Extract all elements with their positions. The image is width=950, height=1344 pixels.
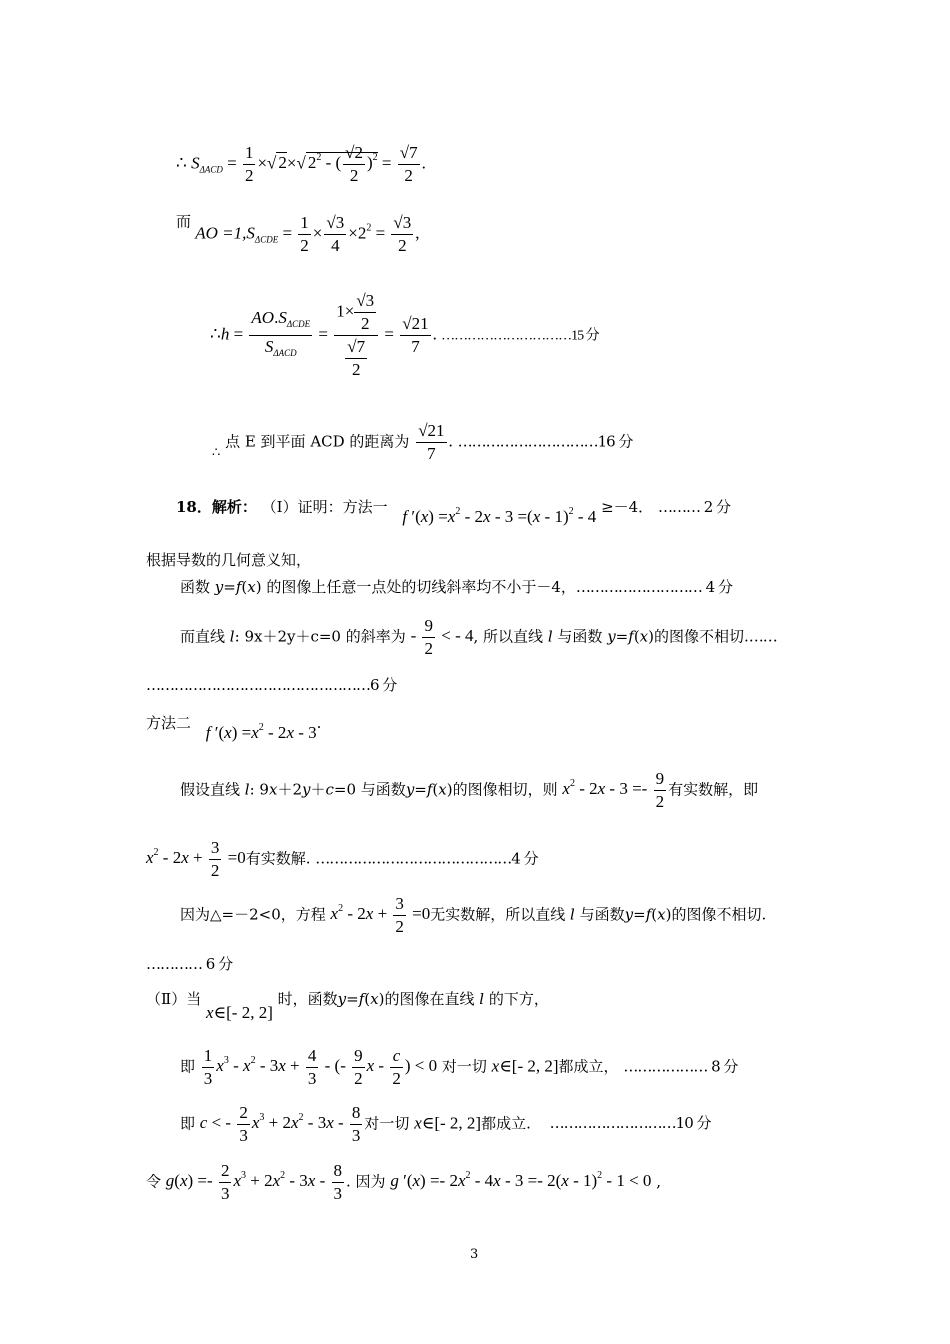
line-slope: 而直线 l: 9x＋2y＋c=0 的斜率为 - $\frac{9}{2}$ < - 4, 所以直线 l 与函数 y=f(x)的图像不相切.…… [180,616,777,658]
inequality-1: 即 $\frac{1}{3}$ $x^3 - x^2 - 3x$ + $\frac{4}{3}$ - (- $\frac{9}{2}$ x - $\frac{c}{2}$ ) < 0 对一切 x∈[- 2, 2]都成立， ……………… 8 分 [180,1046,738,1088]
q18-heading: 18．解析： （Ⅰ）证明：方法一 f $'(x) =x^2 - 2x - 3 =(x - 1)^2 - 4 \ge-4$． ……… 2 分 [176,498,731,526]
slope-statement: 函数 y=f(x) 的图像上任意一点处的切线斜率均不小于－4，……………………… 4 分 [180,578,732,596]
formula-s-acde: 而 AO $=1,S_{\Delta CDE}$ = $\frac{1}{2}$ × $\frac{√3}{4}$ $\times 2^2$ = $\frac{√3}{2}$ , [176,212,420,255]
assume-tangent: 假设直线 l: 9x＋2y＋c=0 与函数y=f(x)的图像相切，则 $x^2 - 2x - 3$ =- $\frac{9}{2}$ 有实数解，即 [180,769,759,811]
score-15: …………………………15 分 [441,328,599,344]
page-number: 3 [470,1247,479,1262]
geo-meaning: 根据导数的几何意义知， [146,551,312,569]
method-two: 方法二 f $'(x) =x^2 - 2x - 3$. [146,714,322,742]
distance-conclusion: ∴ 点 E 到平面 ACD 的距离为 $\frac{√21}{7}$ . …………………………16 分 [212,421,633,463]
formula-h: ∴h = $\frac{AO.S_{\Delta CDE}}{S_{\Delta ACD}}$ = 1× $\frac{√3}{2}$ $\frac{√7}{2}$ = $\frac{√21}{7}$ . …………………………15 分 [210,291,599,379]
part-two: （Ⅱ）当 x∈[- 2, 2] 时，函数y=f(x)的图像在直线 l 的下方， [146,990,549,1022]
formula-s-acd: ∴ $S_{\Delta ACD}$ = $\frac{1}{2}$ ×√ 2×√ $2^2$ - ( $\frac{√2}{2}$ )$^2$ = $\frac{√7}{2}$ . [176,143,426,185]
discriminant: 因为△=－2<0，方程 $x^2 - 2x$ + $\frac{3}{2}$ =0无实数解，所以直线 l 与函数y=f(x)的图像不相切. [180,894,767,936]
real-solution: $x^2 - 2x$ + $\frac{3}{2}$ =0有实数解. ……………………………………4 分 [146,838,538,880]
inequality-2: 即 c < - $\frac{2}{3}$ $x^3 + 2x^2 - 3x$ - $\frac{8}{3}$ 对一切 x∈[- 2, 2]都成立. ………………………10 分 [180,1103,711,1145]
score-16: …………………………16 分 [457,432,633,451]
score-6a: …………………………………………6 分 [146,676,397,694]
define-g: 令 g(x) =- $\frac{2}{3}$ $x^3 + 2x^2 - 3x$ - $\frac{8}{3}$ . 因为 g $'(x) =- 2x^2 - 4x - 3 =- 2(x - 1)^2 - 1 < 0$ , [146,1161,661,1203]
score-6b: ………… 6 分 [146,955,233,973]
